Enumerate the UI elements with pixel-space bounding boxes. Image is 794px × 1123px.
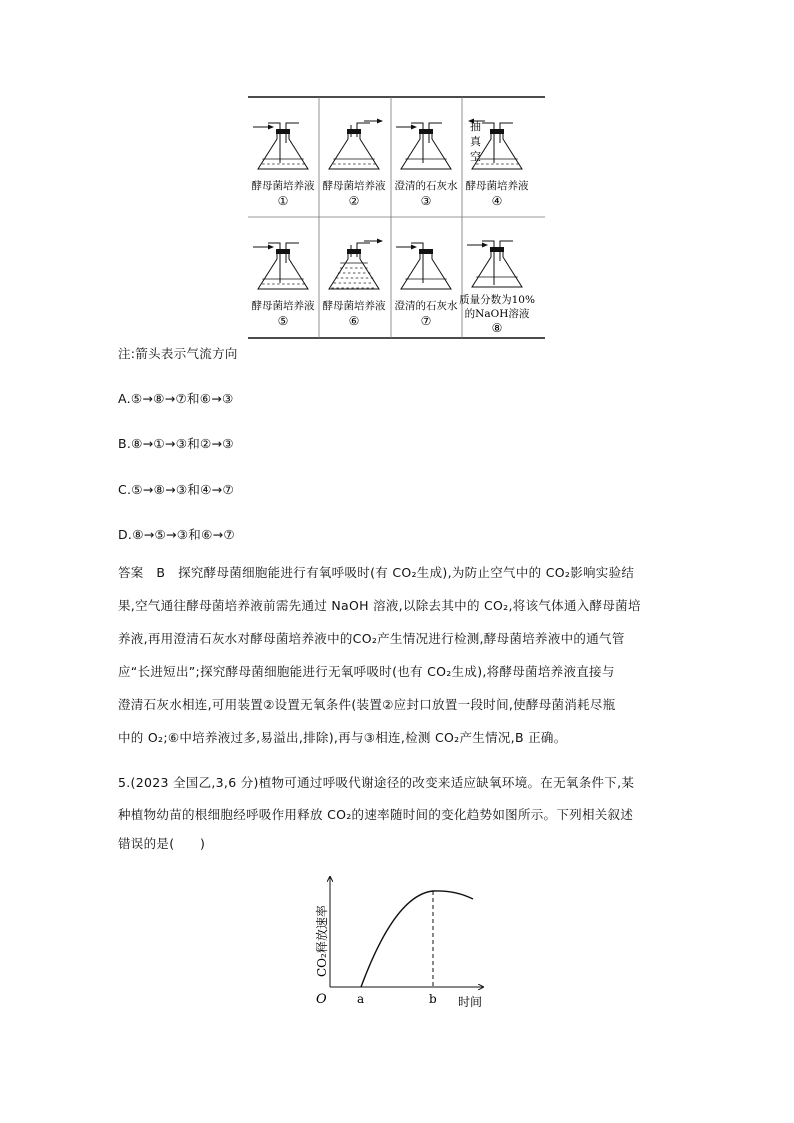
flask-number: ⑦ [420,314,432,328]
option-b: B.⑧→①→③和②→③ [118,436,234,451]
flask-label: 澄清的石灰水 [394,180,458,192]
flask-icon [401,243,451,289]
flask-number: ③ [420,194,432,208]
question-line: 5.(2023 全国乙,3,6 分)植物可通过呼吸代谢途径的改变来适应缺氧环境。在无氧条件下,某 [118,775,635,790]
origin-label: O [316,992,327,1007]
question-line: 种植物幼苗的根细胞经呼吸作用释放 CO₂的速率随时间的变化趋势如图所示。下列相关叙述 [118,807,634,822]
table-cell [252,123,315,208]
answer-line: 澄清石灰水相连,可用装置②设置无氧条件(装置②应封口放置一段时间,使酵母菌消耗尽瓶 [118,697,616,712]
flask-label: 酵母菌培养液 [322,300,386,312]
table-cell [466,119,529,208]
note: 注:箭头表示气流方向 [118,346,238,361]
flask-label: 酵母菌培养液 [251,300,315,312]
flask-label: 质量分数为10% [459,294,535,306]
flask-number: ⑥ [348,314,360,328]
vacuum-label: 空 [470,150,481,163]
flask-number: ① [277,194,289,208]
table-cell [395,243,458,328]
table-cell [323,241,386,328]
flask-icon [258,243,308,289]
answer-line: 养液,再用澄清石灰水对酵母菌培养液中的CO₂产生情况进行检测,酵母菌培养液中的通气管 [118,631,625,646]
flask-number: ② [348,194,360,208]
flask-label: 酵母菌培养液 [322,180,386,192]
flask-label: 澄清的石灰水 [394,300,458,312]
flask-icon [472,241,522,287]
option-c: C.⑤→⑧→③和④→⑦ [118,482,234,497]
flask-icon [329,243,379,289]
flask-number: ⑤ [277,314,289,328]
flask-icon [329,123,379,169]
x-tick-b: b [429,992,437,1006]
flask-icon [401,123,451,169]
flask-label: 酵母菌培养液 [465,180,529,192]
table-cell [323,121,386,208]
answer-line: 应“长进短出”;探究酵母菌细胞能进行无氧呼吸时(也有 CO₂生成),将酵母菌培养液直接与 [118,664,615,679]
flask-number: ④ [491,194,503,208]
table-cell [252,243,315,328]
x-tick-a: a [357,992,365,1006]
table-cell [395,123,458,208]
option-a: A.⑤→⑧→⑦和⑥→③ [118,391,234,406]
vacuum-label: 抽 [470,120,481,133]
answer-line: 果,空气通往酵母菌培养液前需先通过 NaOH 溶液,以除去其中的 CO₂,将该气体通入酵母菌培 [118,598,641,613]
flask-icon [258,123,308,169]
table-cell [459,241,535,335]
answer-line: 答案 B 探究酵母菌细胞能进行有氧呼吸时(有 CO₂生成),为防止空气中的 CO₂影响实验结 [118,565,635,580]
flask-label-2: 的NaOH溶液 [464,308,530,320]
flask-number: ⑧ [491,321,503,335]
x-axis-label: 时间 [458,995,483,1009]
option-d: D.⑧→⑤→③和⑥→⑦ [118,527,235,542]
y-axis-label: CO₂释放速率 [315,905,329,977]
answer-line: 中的 O₂;⑥中培养液过多,易溢出,排除),再与③相连,检测 CO₂产生情况,B 正确。 [118,730,567,745]
apparatus-table [248,95,548,341]
vacuum-label: 真 [470,135,481,148]
flask-label: 酵母菌培养液 [251,180,315,192]
question-line: 错误的是( ) [118,836,206,851]
rate-chart [300,865,500,1010]
rate-curve [361,891,473,987]
